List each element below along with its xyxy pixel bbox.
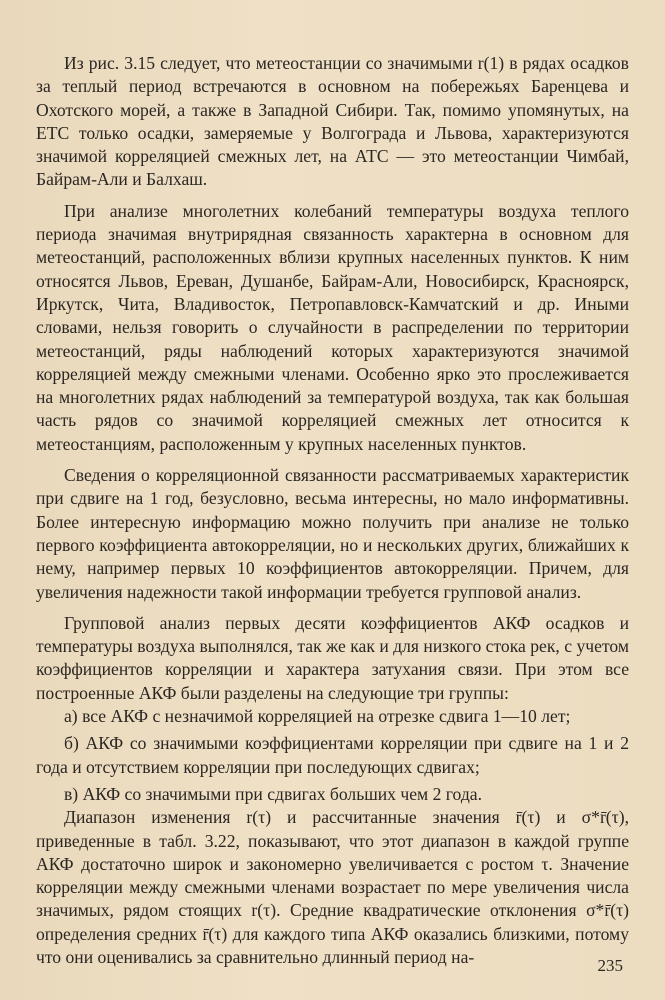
page-number: 235	[597, 956, 623, 975]
paragraph-3: Сведения о корреляционной связанности рассматриваемых характеристик при сдвиге на 1 год, безусловно, весьма интересны, но мало информативны. Более интересную информацию можно получить при анализе не только первого коэффициента автокорреляции, но и нескольких других, ближайших к нему, например первых 10 коэффициентов автокорреляции. Причем, для увеличения надежности такой информации требуется групповой анализ.	[36, 465, 629, 602]
paragraph-2: При анализе многолетних колебаний температуры воздуха теплого периода значимая внутрирядная связанность характерна в основном для метеостанций, расположенных вблизи крупных населенных пунктов. К ним относятся Львов, Ереван, Душанбе, Байрам-Али, Новосибирск, Красноярск, Иркутск, Чита, Владивосток, Петропавловск-Камчатский и др. Иными словами, нельзя говорить о случайности в распределении по территории метеостанций, ряды наблюдений которых характеризуются значимой корреляцией между смежными членами. Особенно ярко это прослеживается на многолетних рядах наблюдений за температурой воздуха, так как большая часть рядов со значимой корреляцией смежных лет относится к метеостанциям, расположенным у крупных населенных пунктов.	[36, 200, 629, 454]
paragraph-1: Из рис. 3.15 следует, что метеостанции со значимыми r(1) в рядах осадков за теплый период встречаются в основном на побережьях Баренцева и Охотского морей, а также в Западной Сибири. Так, помимо упомянутых, на ЕТС только осадки, замеряемые у Волгограда и Львова, характеризуются значимой корреляцией смежных лет, на АТС — это метеостанции Чимбай, Байрам-Али и Балхаш.	[36, 53, 629, 190]
list-item-c: в) АКФ со значимыми при сдвигах больших чем 2 года.	[64, 783, 482, 804]
paragraph-4: Групповой анализ первых десяти коэффициентов АКФ осадков и температуры воздуха выполнялся, так же как и для низкого стока рек, с учетом коэффициентов корреляции и характера затухания связи. При этом все построенные АКФ были разделены на следующие три группы:	[36, 612, 629, 703]
list-item-a: а) все АКФ с незначимой корреляцией на отрезке сдвига 1—10 лет;	[64, 706, 571, 727]
list-item-b: б) АКФ со значимыми коэффициентами корреляции при сдвиге на 1 и 2 года и отсутствием корреляции при последующих сдвигах;	[36, 733, 629, 777]
paragraph-5: Диапазон изменения r(τ) и рассчитанные значения r̄(τ) и σ*r̄(τ), приведенные в табл. 3.22, показывают, что этот диапазон в каждой группе АКФ достаточно широк и закономерно увеличивается с ростом τ. Значение корреляции между смежными членами возрастает по мере увеличения числа значимых, рядом стоящих r(τ). Средние квадратические отклонения σ*r̄(τ) определения средних r̄(τ) для каждого типа АКФ оказались близкими, потому что они оценивались за сравнительно длинный период на-	[36, 807, 629, 967]
